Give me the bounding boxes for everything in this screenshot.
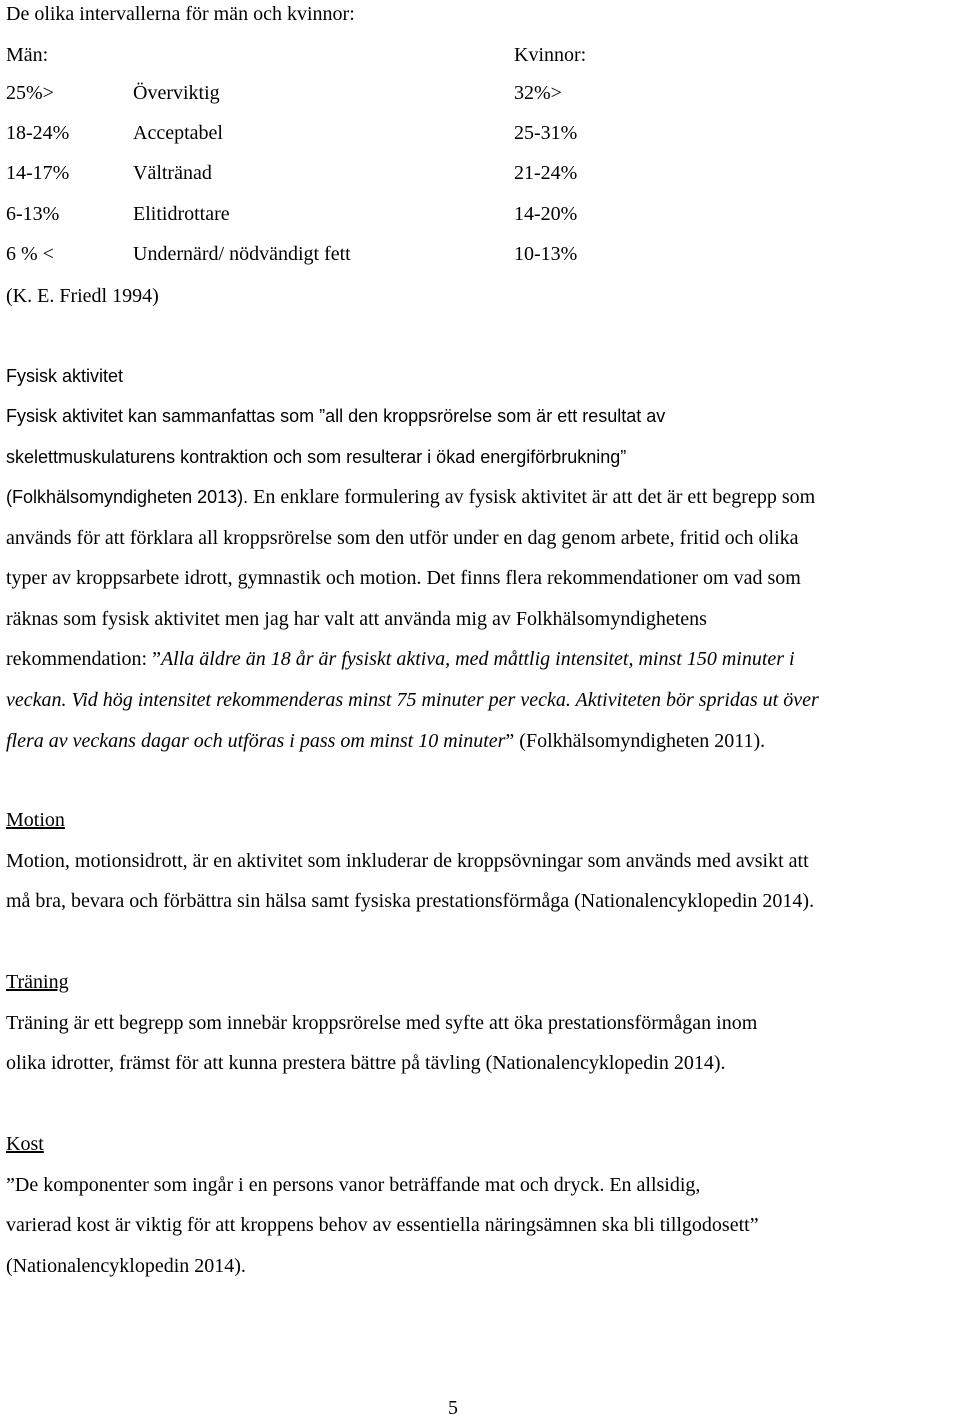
women-value: 10-13% xyxy=(514,243,578,265)
section-heading-motion: Motion xyxy=(6,809,65,831)
paragraph-line xyxy=(6,566,801,590)
table-row xyxy=(6,121,906,145)
men-value: 18-24% xyxy=(6,122,70,144)
text-run: En enklare formulering av fysisk aktivitet är att det är ett begrepp som xyxy=(248,486,816,508)
paragraph-line: varierad kost är viktig för att kroppens behov av essentiella näringsämnen ska bli tillgodosett” xyxy=(6,1214,759,1236)
table-row xyxy=(6,161,906,185)
text-run: Det finns flera rekommendationer om vad som xyxy=(421,567,801,589)
table-header xyxy=(6,43,906,67)
header-women: Kvinnor: xyxy=(514,44,587,66)
paragraph-line: Motion, motionsidrott, är en aktivitet som inkluderar de kroppsövningar som används med avsikt att xyxy=(6,850,809,872)
men-value: 25%> xyxy=(6,82,54,104)
women-value: 32%> xyxy=(514,82,562,104)
category-label: Undernärd/ nödvändigt fett xyxy=(133,243,351,265)
women-value: 14-20% xyxy=(514,203,578,225)
table-row xyxy=(6,242,906,266)
header-men: Män: xyxy=(6,44,49,66)
paragraph-line: räknas som fysisk aktivitet men jag har valt att använda mig av Folkhälsomyndighetens xyxy=(6,608,707,630)
quote-italic: Alla äldre än 18 år är fysiskt aktiva, med måttlig intensitet, minst 150 minuter i xyxy=(160,648,795,670)
men-value: 6-13% xyxy=(6,203,60,225)
category-label: Elitidrottare xyxy=(133,203,230,225)
table-source: (K. E. Friedl 1994) xyxy=(6,285,159,307)
paragraph-line: ”De komponenter som ingår i en persons vanor beträffande mat och dryck. En allsidig, xyxy=(6,1174,701,1196)
paragraph-line: används för att förklara all kroppsrörelse som den utför under en dag genom arbete, fritid och olika xyxy=(6,527,799,549)
category-label: Acceptabel xyxy=(133,122,223,144)
quote-italic: flera av veckans dagar och utföras i pass om minst 10 minuter xyxy=(6,730,506,752)
intro-text: De olika intervallerna för män och kvinnor: xyxy=(6,3,355,25)
paragraph-line: Fysisk aktivitet kan sammanfattas som ”all den kroppsrörelse som är ett resultat av xyxy=(6,406,666,426)
men-value: 14-17% xyxy=(6,162,70,184)
paragraph-line: veckan. Vid hög intensitet rekommenderas minst 75 minuter per vecka. Aktiviteten bör spridas ut över xyxy=(6,689,819,711)
text-run: ” (Folkhälsomyndigheten 2011). xyxy=(505,730,766,752)
table-row xyxy=(6,202,906,226)
text-run: rekommendation: ” xyxy=(6,648,161,670)
men-value: 6 % < xyxy=(6,243,54,265)
section-heading-fysisk-aktivitet: Fysisk aktivitet xyxy=(6,366,124,386)
paragraph-line: (Nationalencyklopedin 2014). xyxy=(6,1255,246,1277)
section-heading-kost: Kost xyxy=(6,1133,44,1155)
section-heading-traning: Träning xyxy=(6,971,69,993)
paragraph-line: skelettmuskulaturens kontraktion och som resulterar i ökad energiförbrukning” xyxy=(6,447,627,467)
women-value: 25-31% xyxy=(514,122,578,144)
category-label: Vältränad xyxy=(133,162,212,184)
paragraph-line: Träning är ett begrepp som innebär kroppsrörelse med syfte att öka prestationsförmågan inom xyxy=(6,1012,758,1034)
text-run: typer av kroppsarbete idrott, gymnastik och motion. xyxy=(6,567,422,589)
women-value: 21-24% xyxy=(514,162,578,184)
paragraph-line xyxy=(6,485,815,509)
paragraph-line xyxy=(6,647,795,671)
page-number: 5 xyxy=(448,1397,458,1419)
paragraph-line: må bra, bevara och förbättra sin hälsa samt fysiska prestationsförmåga (Nationalencyklopedin 2014). xyxy=(6,890,815,912)
category-label: Överviktig xyxy=(133,82,220,104)
citation: (Folkhälsomyndigheten 2013). xyxy=(6,487,249,507)
paragraph-line xyxy=(6,729,765,753)
paragraph-line: olika idrotter, främst för att kunna prestera bättre på tävling (Nationalencyklopedin 2014). xyxy=(6,1052,726,1074)
table-row xyxy=(6,81,906,105)
